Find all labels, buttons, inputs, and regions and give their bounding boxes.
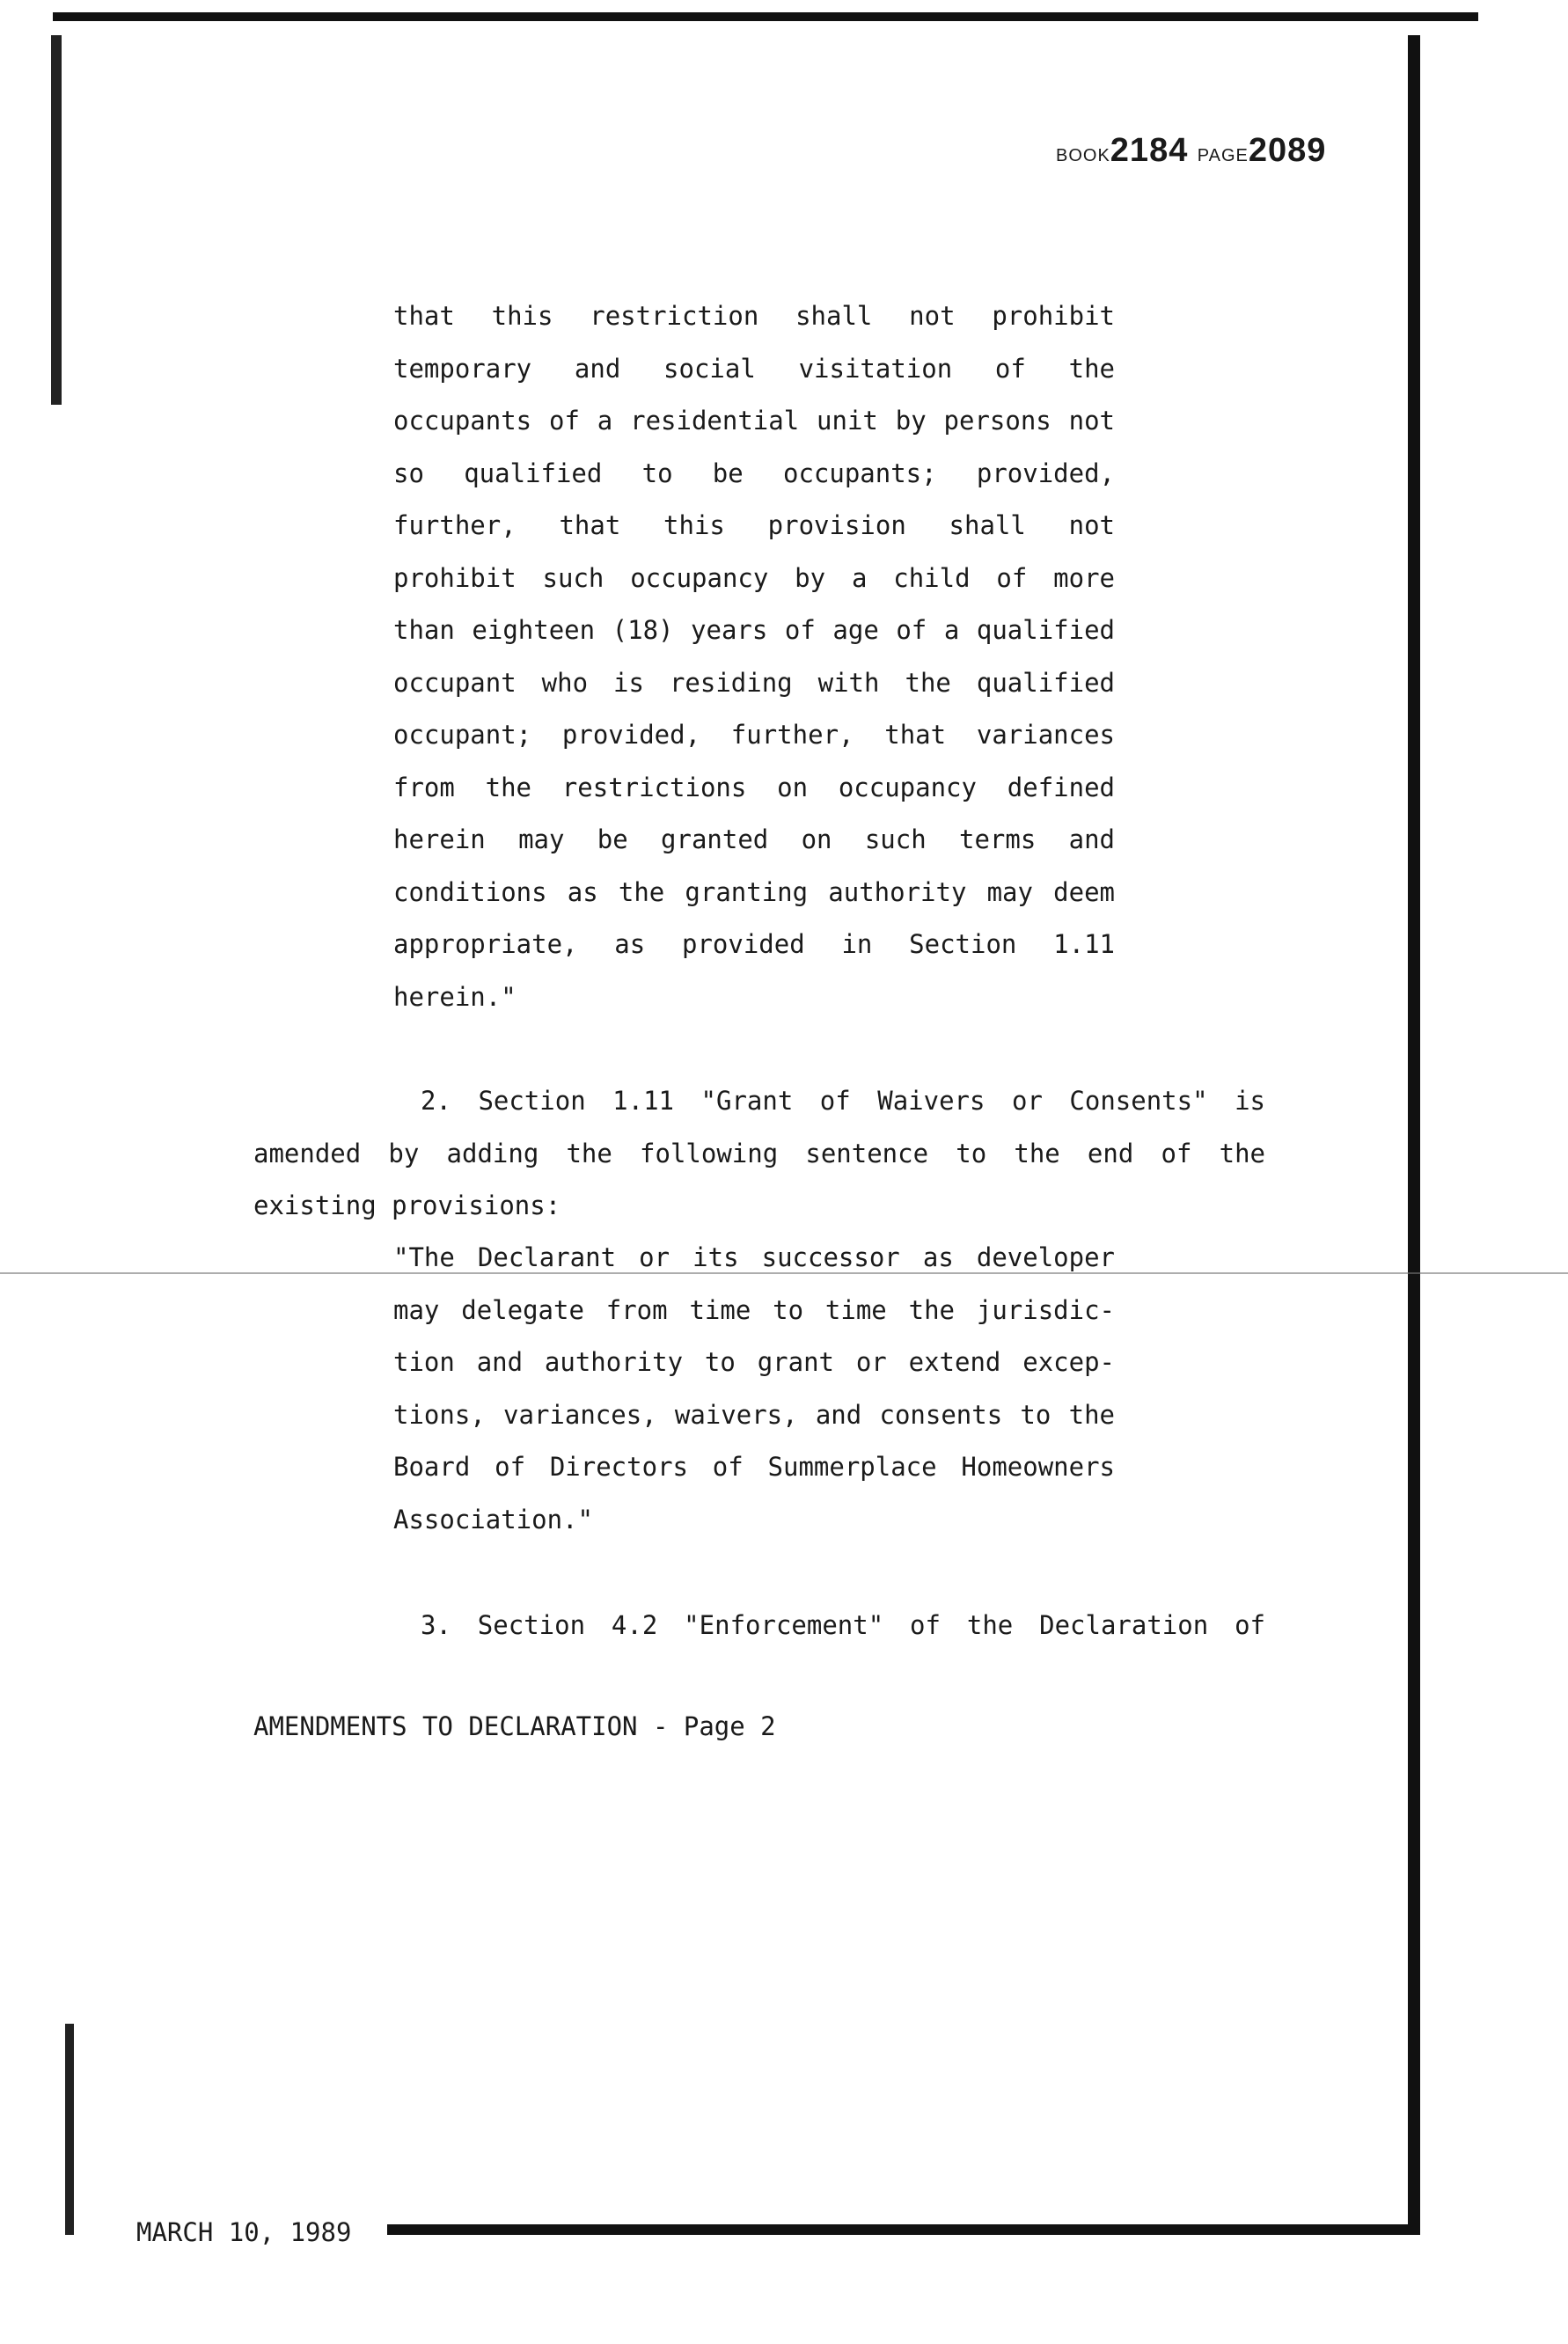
text-line: existing provisions:	[253, 1190, 561, 1220]
text-line: occupant who is residing with the qualified	[393, 667, 1115, 698]
text-line: amended by adding the following sentence to the end of the	[253, 1138, 1265, 1168]
text-line: temporary and social visitation of the	[393, 353, 1115, 384]
book-label: BOOK	[1056, 146, 1110, 165]
text-line: "The Declarant or its successor as developer	[393, 1242, 1115, 1272]
text-line: occupant; provided, further, that variances	[393, 720, 1115, 750]
scan-border-bottom	[387, 2224, 1417, 2235]
text-line: from the restrictions on occupancy defined	[393, 772, 1115, 802]
page-footer: AMENDMENTS TO DECLARATION - Page 2	[253, 1711, 776, 1741]
book-number: 2184	[1110, 132, 1189, 169]
text-line: occupants of a residential unit by persons not	[393, 406, 1115, 436]
text-line: tions, variances, waivers, and consents to the	[393, 1399, 1115, 1430]
text-line: tion and authority to grant or extend excep-	[393, 1347, 1115, 1377]
quoted-amendment-text	[393, 1232, 1115, 1546]
text-line: that this restriction shall not prohibit	[393, 301, 1115, 331]
section-2-paragraph	[253, 1075, 1265, 1233]
scan-border-top	[53, 12, 1478, 21]
section-3-paragraph	[253, 1600, 1265, 1652]
text-line: than eighteen (18) years of age of a qualified	[393, 615, 1115, 645]
scan-border-right	[1408, 35, 1420, 2235]
text-line: Association."	[393, 1504, 593, 1535]
page-number: 2089	[1248, 132, 1327, 169]
scan-border-left	[51, 35, 62, 405]
text-line: so qualified to be occupants; provided,	[393, 458, 1115, 488]
text-line: conditions as the granting authority may deem	[393, 876, 1115, 907]
document-date: MARCH 10, 1989	[136, 2217, 352, 2247]
text-line: further, that this provision shall not	[393, 510, 1115, 540]
page-label: PAGE	[1197, 146, 1249, 165]
book-page-reference	[1056, 132, 1326, 170]
quoted-restriction-text	[393, 290, 1115, 1023]
text-line: 2. Section 1.11 "Grant of Waivers or Consents" is	[421, 1086, 1265, 1116]
scan-border-left-lower	[65, 2024, 74, 2235]
text-line: 3. Section 4.2 "Enforcement" of the Declaration of	[421, 1610, 1265, 1640]
text-line: Board of Directors of Summerplace Homeowners	[393, 1452, 1115, 1482]
text-line: may delegate from time to time the jurisdic-	[393, 1294, 1115, 1325]
text-line: herein."	[393, 981, 517, 1012]
text-line: prohibit such occupancy by a child of more	[393, 562, 1115, 593]
text-line: herein may be granted on such terms and	[393, 824, 1115, 854]
text-line: appropriate, as provided in Section 1.11	[393, 929, 1115, 959]
